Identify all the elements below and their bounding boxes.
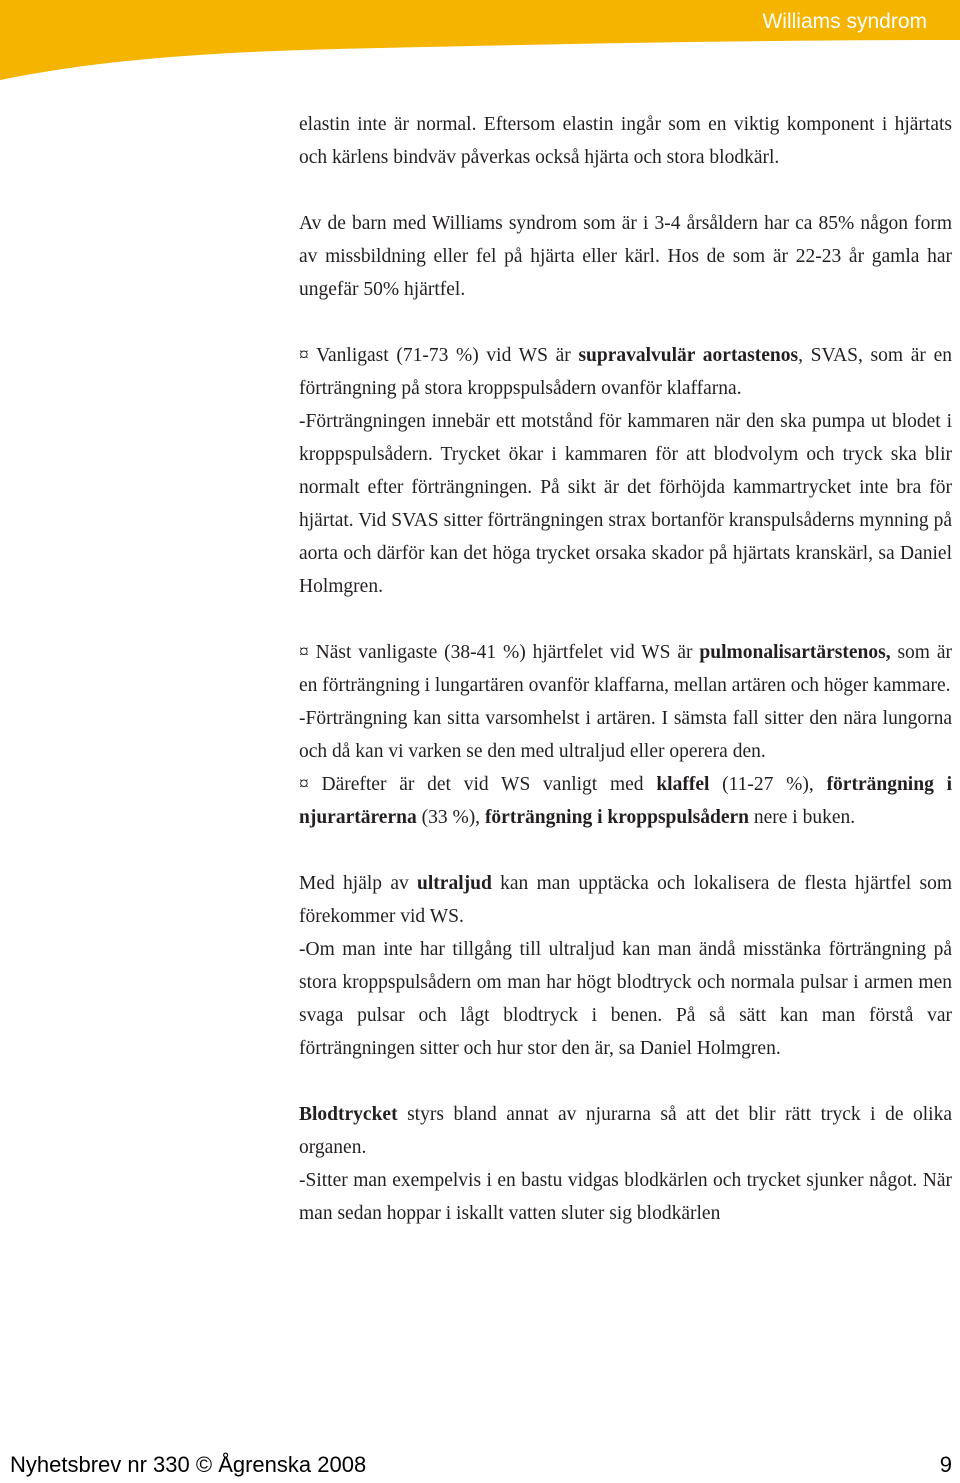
bold-term: förträngning i kroppspulsådern bbox=[484, 807, 749, 828]
page-footer bbox=[10, 1452, 952, 1482]
paragraph-p2 bbox=[299, 207, 952, 306]
paragraph-gap bbox=[299, 1065, 952, 1098]
text-run: ¤ Därefter är det vid WS vanligt med bbox=[299, 774, 657, 795]
paragraph-p3 bbox=[299, 339, 952, 405]
text-run: , SVAS, som är en förträngning på stora kroppspulsådern ovanför klaffarna. bbox=[299, 345, 952, 399]
text-run: nere i buken. bbox=[748, 807, 856, 828]
text-run: -Sitter man exempelvis i en bastu vidgas blodkärlen och trycket sjunker något. När man sedan hoppar i iskallt vatten sluter sig blodkärlen bbox=[299, 1170, 952, 1224]
text-run: Av de barn med Williams syndrom som är i 3-4 årsåldern har ca 85% någon form av missbildning eller fel på hjärta eller kärl. Hos de som är 22-23 år gamla har ungefär 50% hjärtfel. bbox=[299, 213, 952, 300]
text-run: Med hjälp av bbox=[299, 873, 418, 894]
header-band bbox=[0, 0, 960, 80]
paragraph-p7 bbox=[299, 768, 952, 834]
text-run: -Förträngning kan sitta varsomhelst i artären. I sämsta fall sitter den nära lungorna och då kan vi varken se den med ultraljud eller operera den. bbox=[299, 708, 952, 762]
text-run: ¤ Vanligast (71-73 %) vid WS är bbox=[299, 345, 579, 366]
article-body bbox=[299, 108, 952, 1230]
page-number: 9 bbox=[939, 1452, 952, 1477]
paragraph-p8 bbox=[299, 867, 952, 933]
paragraph-p4 bbox=[299, 405, 952, 603]
text-run: elastin inte är normal. Eftersom elastin ingår som en viktig komponent i hjärtats och kärlens bindväv påverkas också hjärta och stora blodkärl. bbox=[299, 114, 952, 168]
text-run: som är en förträngning i lungartären ovanför klaffarna, mellan artären och höger kammare. bbox=[299, 642, 952, 696]
paragraph-gap bbox=[299, 306, 952, 339]
bold-term: klaffel bbox=[656, 774, 710, 795]
paragraph-p1 bbox=[299, 108, 952, 174]
paragraph-p9 bbox=[299, 933, 952, 1065]
text-run: -Förträngningen innebär ett motstånd för kammaren när den ska pumpa ut blodet i kroppspulsådern. Trycket ökar i kammaren för att blodvolym och tryck ska blir normalt efter förträngningen. På sikt är det förhöjda kammartrycket inte bra för hjärtat. Vid SVAS sitter förträngningen strax bortanför kranspulsåderns mynning på aorta och därför kan det höga trycket orsaka skador på hjärtats kranskärl, sa Daniel Holmgren. bbox=[299, 411, 952, 597]
bold-term: ultraljud bbox=[417, 873, 492, 894]
paragraph-p5 bbox=[299, 636, 952, 702]
bold-term: Blodtrycket bbox=[299, 1104, 398, 1125]
text-run: kan man upptäcka och lokalisera de flesta hjärtfel som förekommer vid WS. bbox=[299, 873, 953, 927]
bold-term: supravalvulär aortastenos bbox=[578, 345, 799, 366]
footer-publication: Nyhetsbrev nr 330 © Ågrenska 2008 bbox=[10, 1452, 367, 1477]
bold-term: förträngning i njurartärerna bbox=[299, 774, 952, 828]
paragraph-gap bbox=[299, 174, 952, 207]
text-run: styrs bland annat av njurarna så att det blir rätt tryck i de olika organen. bbox=[299, 1104, 952, 1158]
text-run: -Om man inte har tillgång till ultraljud kan man ändå misstänka förträngning på stora kroppspulsådern om man har högt blodtryck och normala pulsar i armen men svaga pulsar och lågt blodtryck i benen. På så sätt kan man förstå var förträngningen sitter och hur stor den är, sa Daniel Holmgren. bbox=[299, 939, 952, 1059]
paragraph-p10 bbox=[299, 1098, 952, 1164]
paragraph-gap bbox=[299, 603, 952, 636]
running-header-title: Williams syndrom bbox=[762, 10, 927, 33]
paragraph-p6 bbox=[299, 702, 952, 768]
text-run: (33 %), bbox=[416, 807, 485, 828]
text-run: ¤ Näst vanligaste (38-41 %) hjärtfelet vid WS är bbox=[299, 642, 700, 663]
bold-term: pulmonalisartärstenos, bbox=[699, 642, 891, 663]
text-run: (11-27 %), bbox=[709, 774, 827, 795]
paragraph-gap bbox=[299, 834, 952, 867]
paragraph-p11 bbox=[299, 1164, 952, 1230]
